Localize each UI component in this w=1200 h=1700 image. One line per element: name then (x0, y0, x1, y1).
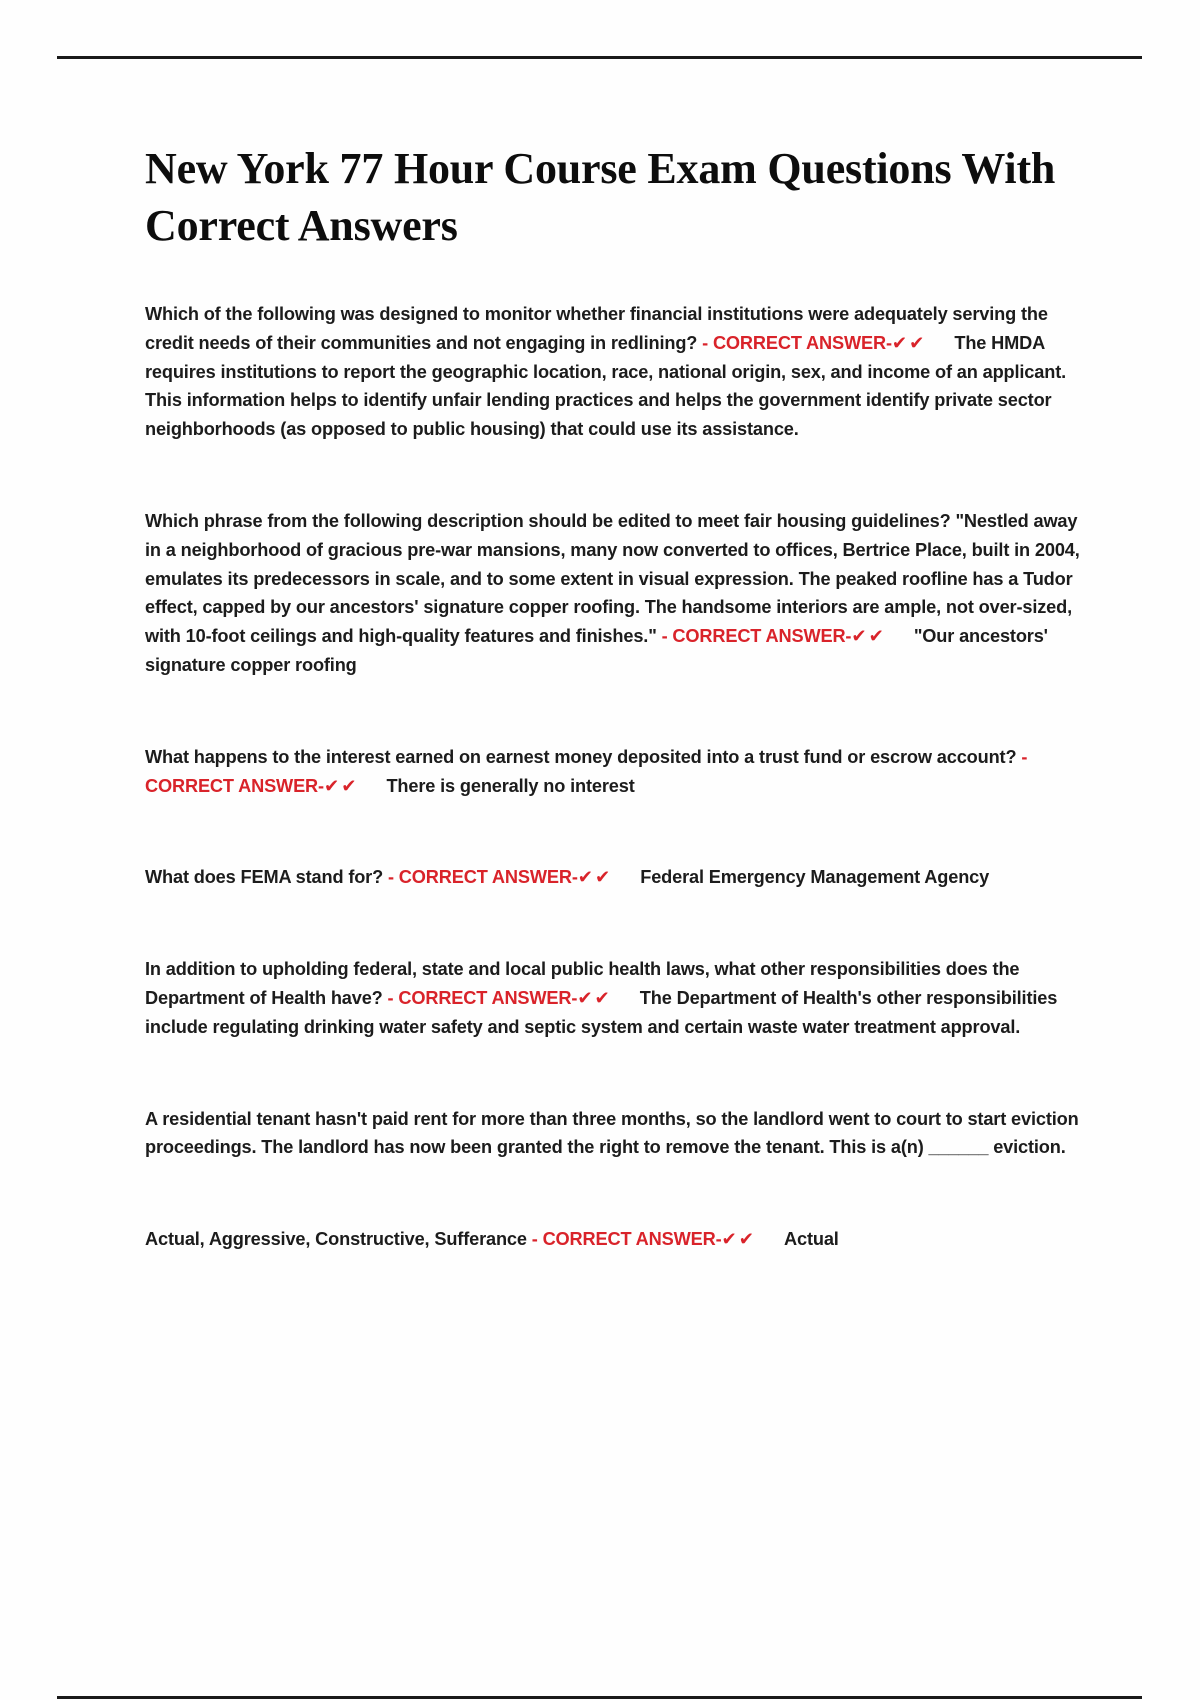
question-text: Which phrase from the following description should be edited to meet fair housing guidelines? "Nestled away in a neighborhood of gracious pre-war mansions, many now converted to offices, Bertrice Place, built in 2004, emulates its predecessors in scale, and to some extent in visual expression. The peaked roofline has a Tudor effect, capped by our ancestors' signature copper roofing. The handsome interiors are ample, not over-sized, with 10-foot ceilings and high-quality features and finishes." (145, 510, 1080, 647)
correct-answer-label: - CORRECT ANSWER- (145, 746, 1028, 796)
answer-text: The HMDA requires institutions to report the geographic location, race, national origin, sex, and income of an applicant. This information helps to identify unfair lending practices and helps the government identify private sector neighborhoods (as opposed to public housing) that could use its assistance. (145, 332, 1067, 440)
correct-answer-label: - CORRECT ANSWER- (387, 867, 578, 888)
question-text: What does FEMA stand for? (145, 867, 384, 888)
answer-options-text: Actual, Aggressive, Constructive, Sufferance (145, 1229, 527, 1250)
qa-item-4 (145, 863, 1090, 892)
answer-text: The Department of Health's other responsibilities include regulating drinking water safety and septic system and certain waste water treatment approval. (145, 987, 1058, 1037)
double-check-icon: ✔✔ (721, 1229, 757, 1250)
qa-item-2 (145, 507, 1090, 680)
correct-answer-label: - CORRECT ANSWER- (661, 626, 852, 647)
question-text: In addition to upholding federal, state and local public health laws, what other responsibilities does the Department of Health have? (145, 959, 1020, 1008)
answer-text: There is generally no interest (386, 775, 635, 796)
correct-answer-label: - CORRECT ANSWER- (387, 987, 578, 1008)
double-check-icon: ✔✔ (577, 987, 612, 1008)
qa-item-3 (145, 743, 1090, 801)
answer-text: "Our ancestors' signature copper roofing (145, 626, 1048, 675)
correct-answer-label: - CORRECT ANSWER- (702, 332, 892, 353)
qa-item-6-options (145, 1225, 1090, 1254)
double-check-icon: ✔✔ (577, 867, 613, 888)
double-check-icon: ✔✔ (323, 775, 359, 796)
question-text: What happens to the interest earned on earnest money deposited into a trust fund or escrow account? (145, 746, 1017, 767)
answer-text: Actual (784, 1229, 839, 1250)
qa-item-6-question (145, 1105, 1090, 1163)
answer-text: Federal Emergency Management Agency (640, 867, 990, 888)
qa-item-5 (145, 955, 1090, 1041)
double-check-icon: ✔✔ (891, 332, 927, 353)
qa-list (145, 300, 1090, 1254)
qa-item-1 (145, 300, 1090, 444)
double-check-icon: ✔✔ (851, 626, 886, 647)
bottom-rule (57, 1696, 1142, 1699)
document-title: New York 77 Hour Course Exam Questions With Correct Answers (145, 144, 1056, 250)
question-text: Which of the following was designed to monitor whether financial institutions were adequately serving the credit needs of their communities and not engaging in redlining? (145, 304, 1048, 353)
correct-answer-label: - CORRECT ANSWER- (531, 1229, 722, 1250)
document-body (145, 140, 1090, 1317)
top-rule (57, 56, 1142, 59)
question-text: A residential tenant hasn't paid rent for more than three months, so the landlord went to court to start eviction proceedings. The landlord has now been granted the right to remove the tenant. This is a(n) ______ eviction. (145, 1108, 1079, 1158)
